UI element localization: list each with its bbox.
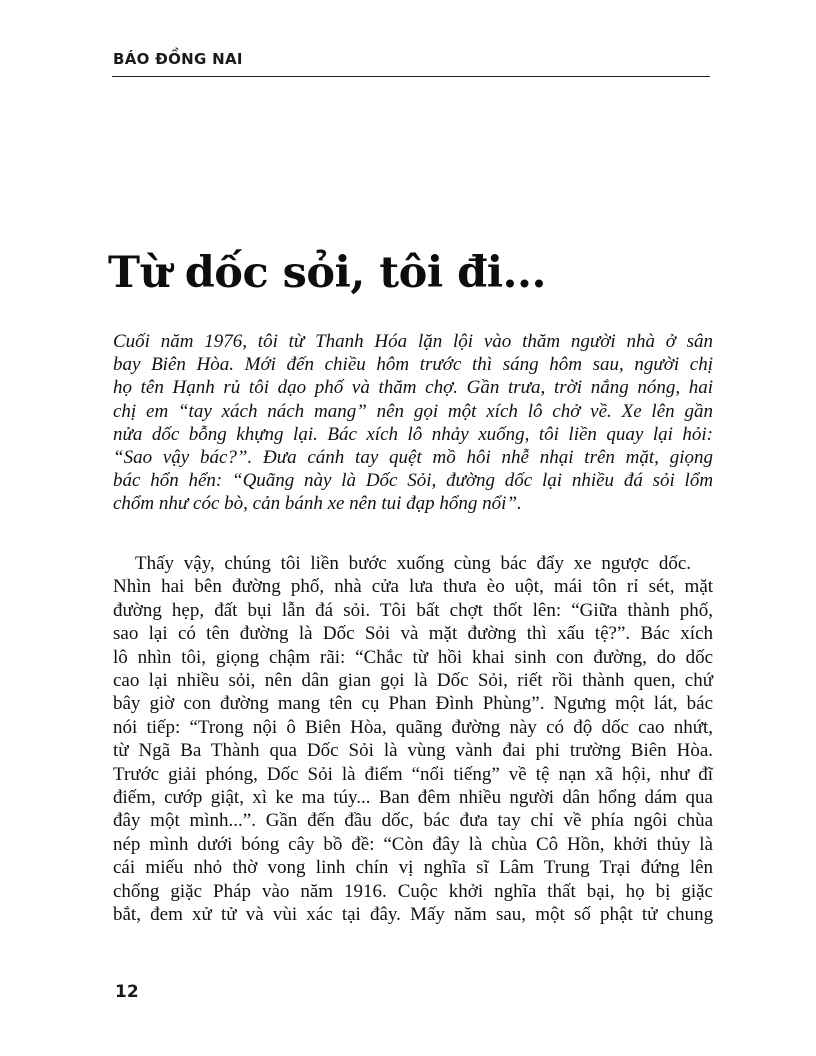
- body-line: nép mình dưới bóng cây bồ đề: “Còn đây là chùa Cô Hồn, khởi thủy là: [113, 833, 713, 855]
- body-line: chống giặc Pháp vào năm 1916. Cuộc khởi nghĩa thất bại, họ bị giặc: [113, 880, 713, 902]
- body-line: lô nhìn tôi, giọng chậm rãi: “Chắc từ hồi khai sinh con đường, do dốc: [113, 646, 714, 668]
- body-line: Nhìn hai bên đường phố, nhà cửa lưa thưa èo uột, mái tôn rỉ sét, mặt: [113, 576, 714, 598]
- lede-line: bác hổn hển: “Quãng này là Dốc Sỏi, đường dốc lại nhiều đá sỏi lổm: [113, 470, 714, 492]
- running-header: BÁO ĐỒNG NAI: [113, 50, 243, 68]
- body-line: từ Ngã Ba Thành qua Dốc Sỏi là vùng vành đai phi trường Biên Hòa.: [113, 740, 714, 762]
- body-line: đây một mình...”. Gần đến đầu dốc, bác đưa tay chỉ về phía ngôi chùa: [113, 810, 713, 832]
- lede-line: họ tên Hạnh rủ tôi dạo phố và thăm chợ. Gần trưa, trời nắng nóng, hai: [113, 377, 714, 399]
- body-line: bắt, đem xử tử và vùi xác tại đây. Mấy năm sau, một số phật tử chung: [113, 904, 714, 926]
- body-line: điếm, cướp giật, xì ke ma túy... Ban đêm nhiều người dân hổng dám qua: [113, 787, 713, 809]
- lede-line: “Sao vậy bác?”. Đưa cánh tay quệt mồ hôi nhễ nhại trên mặt, giọng: [113, 447, 713, 469]
- body-line: Thấy vậy, chúng tôi liền bước xuống cùng bác đẩy xe ngược dốc.: [135, 553, 692, 574]
- article-body: [113, 552, 713, 927]
- header-rule: [112, 76, 710, 77]
- body-line: sao lại có tên đường là Dốc Sỏi và mặt đường thì xấu tệ?”. Bác xích: [113, 623, 714, 645]
- lede-line: chổm như cóc bò, cản bánh xe nên tui đạp hổng nổi”.: [113, 493, 522, 515]
- body-line: đường hẹp, đất bụi lẫn đá sỏi. Tôi bất chợt thốt lên: “Giữa thành phố,: [113, 599, 714, 621]
- page-number: 12: [115, 982, 139, 1002]
- lede-line: chị em “tay xách nách mang” nên gọi một xích lô chở về. Xe lên gần: [113, 400, 713, 422]
- body-line: bây giờ con đường mang tên cụ Phan Đình Phùng”. Ngưng một lát, bác: [113, 693, 713, 715]
- article-title: Từ dốc sỏi, tôi đi...: [108, 248, 546, 298]
- body-line: nói tiếp: “Trong nội ô Biên Hòa, quãng đường này có độ dốc cao nhứt,: [113, 716, 714, 738]
- lede-line: nửa dốc bỗng khựng lại. Bác xích lô nhảy xuống, tôi liền quay lại hỏi:: [113, 423, 713, 445]
- body-line: Trước giải phóng, Dốc Sỏi là điểm “nổi tiếng” về tệ nạn xã hội, như đĩ: [113, 763, 714, 785]
- article-lede: [113, 330, 713, 516]
- body-line: cái miếu nhỏ thờ vong linh chín vị nghĩa sĩ Lâm Trung Trại đứng lên: [113, 857, 714, 879]
- lede-line: Cuối năm 1976, tôi từ Thanh Hóa lặn lội vào thăm người nhà ở sân: [113, 331, 714, 352]
- body-line: cao lại nhiều sỏi, nên dân gian gọi là Dốc Sỏi, riết rồi thành quen, chứ: [113, 670, 714, 692]
- lede-line: bay Biên Hòa. Mới đến chiều hôm trước thì sáng hôm sau, người chị: [113, 354, 714, 376]
